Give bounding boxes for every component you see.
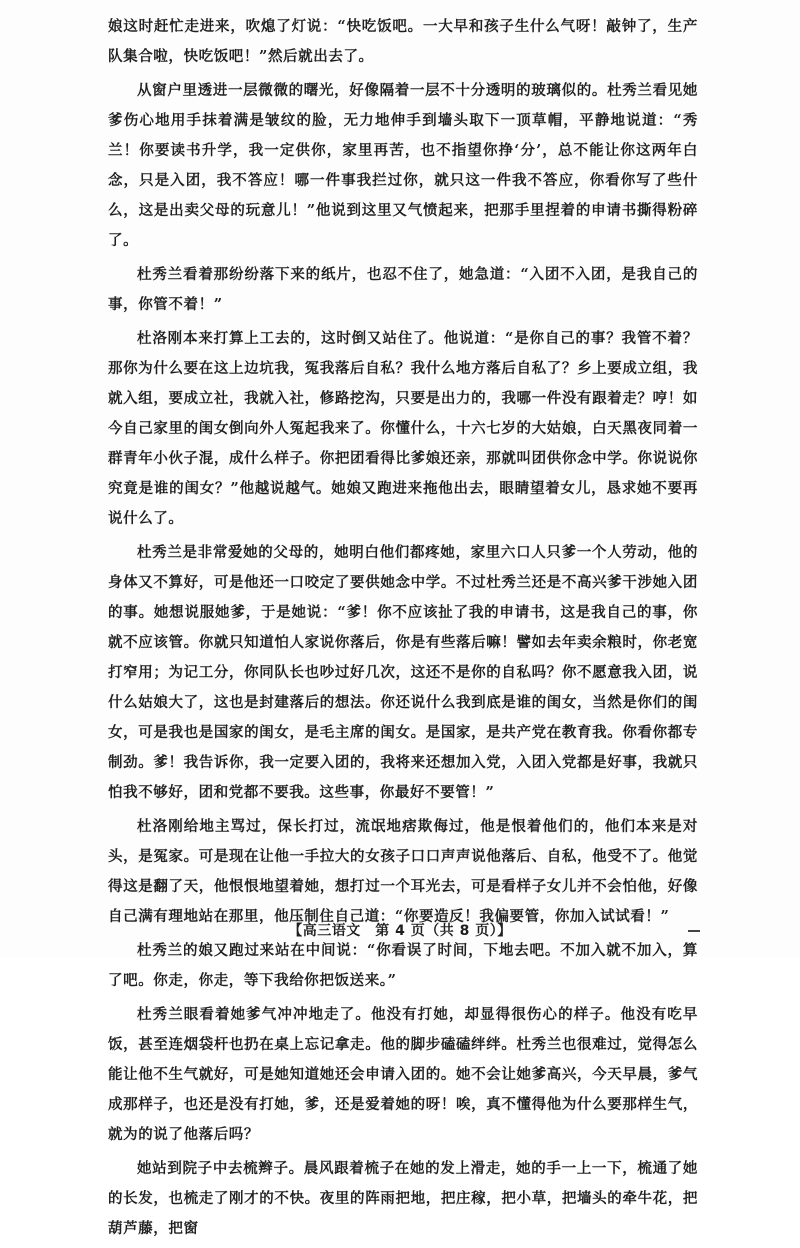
- paragraph-8: 杜秀兰眼看着她爹气冲冲地走了。他没有打她，却显得很伤心的样子。他没有吃早饭，甚至连烟袋杆也扔在桌上忘记拿走。他的脚步磕磕绊绊。杜秀兰也很难过，觉得怎么能让他不生气就好，可是她知道她还会申请入团的。她不会让她爹高兴，今天早晨，爹气成那样子，也还是没有打她，爹，还是爱着她的呀！唉，真不懂得他为什么要那样生气，就为的说了他落后吗？: [108, 1006, 698, 1143]
- paragraph-3: 杜秀兰看着那纷纷落下来的纸片，也忍不住了，她急道：“入团不入团，是我自己的事，你管不着！”: [108, 266, 698, 313]
- passage-body: [108, 12, 698, 1248]
- paragraph-9: 她站到院子中去梳辫子。晨风跟着梳子在她的发上滑走，她的手一上一下，梳通了她的长发，也梳走了刚才的不快。夜里的阵雨把地，把庄稼，把小草，把墙头的牵牛花，把葫芦藤，把窗: [108, 1160, 698, 1237]
- paragraph-6: 杜洛刚给地主骂过，保长打过，流氓地痞欺侮过，他是恨着他们的，他们本来是对头，是冤家。可是现在让他一手拉大的女孩子口口声声说他落后、自私，他受不了。他觉得这是翻了天，他恨恨地望着她，想打过一个耳光去，可是看样子女儿并不会怕他，好像自己满有理地站在那里，他压制住自己道：“你要造反！我偏要管，你加入试试看！”: [108, 818, 698, 925]
- page-footer: 【高三语文 第 4 页（共 8 页）】: [288, 923, 512, 939]
- paragraph-1: 娘这时赶忙走进来，吹熄了灯说：“快吃饭吧。一大早和孩子生什么气呀！敲钟了，生产队集合啦，快吃饭吧！”然后就出去了。: [108, 18, 698, 65]
- paragraph-2: 从窗户里透进一层微微的曙光，好像隔着一层不十分透明的玻璃似的。杜秀兰看见她爹伤心地用手抹着满是皱纹的脸，无力地伸手到墙头取下一顶草帽，平静地说道：“秀兰！你要读书升学，我一定供你，家里再苦，也不指望你挣‘分’，总不能让你这两年白念，只是入团，我不答应！哪一件事我拦过你，就只这一件我不答应，你看你写了些什么，这是出卖父母的玩意儿！”他说到这里又气愤起来，把那手里捏着的申请书撕得粉碎了。: [108, 82, 698, 249]
- corner-mark: [688, 930, 700, 932]
- paragraph-7: 杜秀兰的娘又跑过来站在中间说：“你看误了时间，下地去吧。不加入就不加入，算了吧。你走，你走，等下我给你把饭送来。”: [108, 942, 698, 989]
- paragraph-4: 杜洛刚本来打算上工去的，这时倒又站住了。他说道：“是你自己的事？我管不着？那你为什么要在这上边坑我，冤我落后自私？我什么地方落后自私了？乡上要成立组，我就入组，要成立社，我就入社，修路挖沟，只要是出力的，我哪一件没有跟着走？哼！如今自己家里的闺女倒向外人冤起我来了。你懂什么，十六七岁的大姑娘，白天黑夜同着一群青年小伙子混，成什么样子。你把团看得比爹娘还亲，那就叫团供你念中学。你说说你究竟是谁的闺女？”他越说越气。她娘又跑进来拖他出去，眼睛望着女儿，恳求她不要再说什么了。: [108, 330, 698, 527]
- paragraph-5: 杜秀兰是非常爱她的父母的，她明白他们都疼她，家里六口人只爹一个人劳动，他的身体又不算好，可是他还一口咬定了要供她念中学。不过杜秀兰还是不高兴爹干涉她入团的事。她想说服她爹，于是她说：“爹！你不应该扯了我的申请书，这是我自己的事，你就不应该管。你就只知道怕人家说你落后，你是有些落后嘛！譬如去年卖余粮时，你老宽打窄用；为记工分，你同队长也吵过好几次，这还不是你的自私吗？你不愿意我入团，说什么姑娘大了，这也是封建落后的想法。你还说什么我到底是谁的闺女，当然是你们的闺女，可是我也是国家的闺女，是毛主席的闺女。是国家，是共产党在教育我。你看你都专制劲。爹！我告诉你，我一定要入团的，我将来还想加入党，入团入党都是好事，我就只怕我不够好，团和党都不要我。这些事，你最好不要管！”: [108, 544, 698, 801]
